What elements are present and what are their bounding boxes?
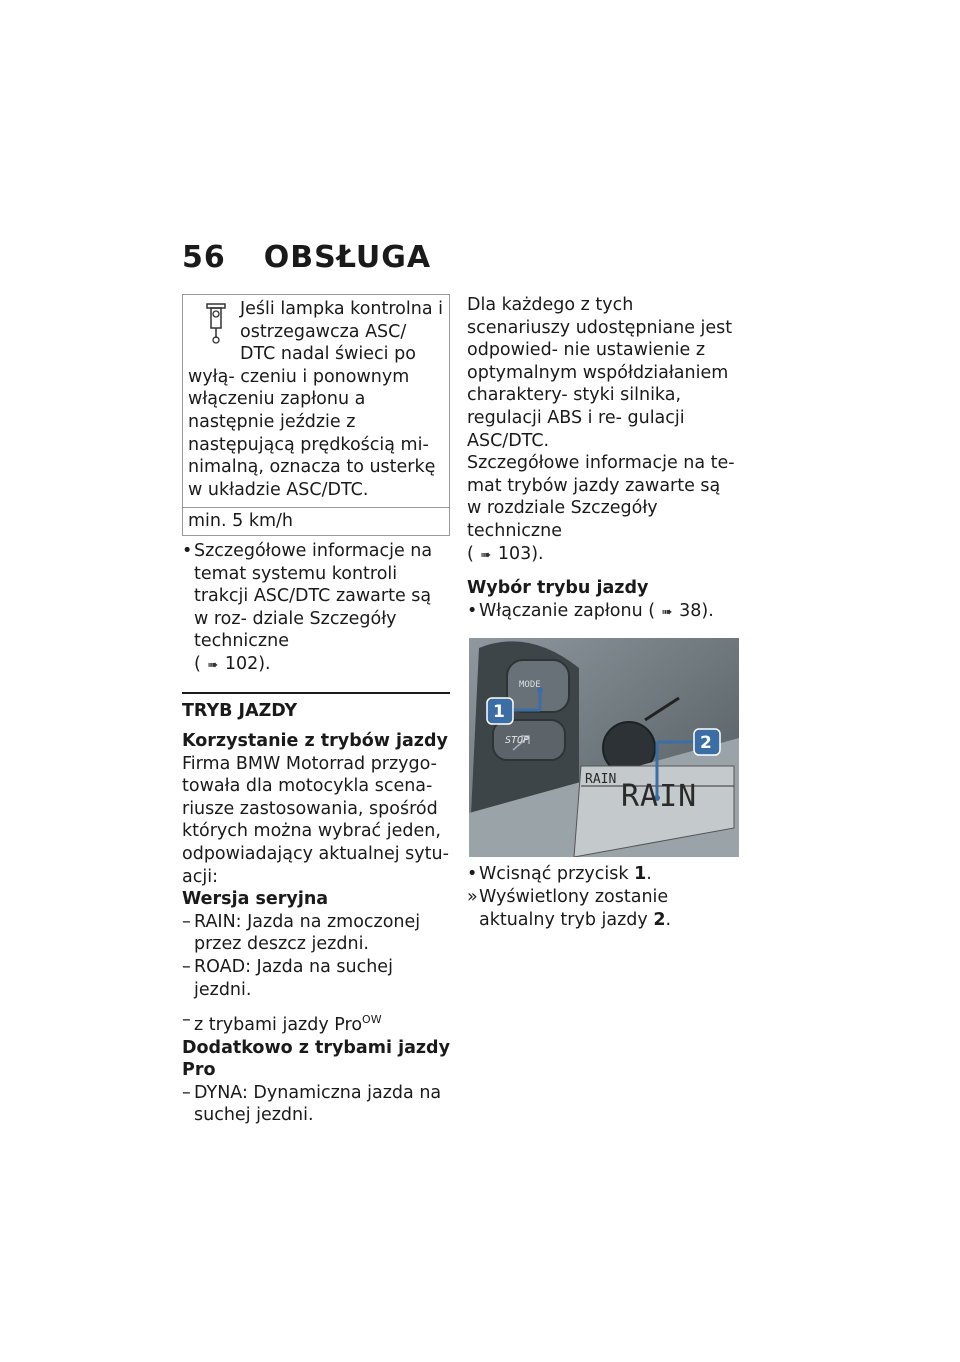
page-title: OBSŁUGA bbox=[263, 240, 432, 275]
list-item: • Szczegółowe informacje na temat systemu kontroli trakcji ASC/DTC zawarte są w roz- dziale Szczegóły techniczne ( ➠ 102). bbox=[182, 540, 450, 678]
warning-text: Jeśli lampka kontrolna i ostrzegawcza ASC/ DTC nadal świeci po wyłą- czeniu i ponownym włączeniu zapłonu a następnie jeździe z następującą prędkością mi- nimalną, oznacza to usterkę w układzie ASC/DTC. bbox=[188, 299, 443, 500]
section-title: TRYB JAZDY bbox=[182, 700, 298, 721]
page-reference: 38). bbox=[679, 600, 714, 621]
bullet-icon: • bbox=[467, 600, 478, 621]
list-item: – ROAD: Jazda na suchej jezdni. bbox=[182, 957, 393, 1000]
list-item: • Włączanie zapłonu ( ➠ 38). bbox=[467, 600, 739, 625]
section-divider bbox=[182, 692, 450, 723]
stop-button-label: STOP bbox=[505, 735, 530, 747]
pro-modes-title: Dodatkowo z trybami jazdy Pro bbox=[182, 1037, 450, 1081]
warning-text-block bbox=[183, 295, 449, 507]
paragraph: Szczegółowe informacje na te- mat trybów jazdy zawarte są w rozdziale Szczegóły techniczne ( ➠ 103). bbox=[467, 452, 739, 567]
serial-version-title: Wersja seryjna bbox=[182, 889, 329, 910]
list-item: » Wyświetlony zostanie aktualny tryb jazdy 2. bbox=[467, 886, 672, 930]
callout-2: 2 bbox=[700, 733, 712, 754]
page-header bbox=[182, 240, 431, 275]
left-column bbox=[182, 294, 450, 1127]
warning-box bbox=[182, 294, 450, 536]
figure-mode-button bbox=[469, 638, 739, 857]
page-reference: 102). bbox=[224, 653, 271, 674]
list-item: • Wcisnąć przycisk 1. bbox=[467, 864, 652, 885]
callout-1: 1 bbox=[493, 702, 505, 723]
mode-button-label: MODE bbox=[519, 680, 541, 691]
key-reference: 2 bbox=[653, 909, 666, 930]
page-reference-arrow-icon: ➠ bbox=[207, 657, 219, 673]
intro-paragraph: Firma BMW Motorrad przygo- towała dla motocykla scena- riusze zastosowania, spośród których można wybrać jeden, odpowiadający aktualnej sytu- acji: bbox=[182, 753, 449, 887]
result-arrow-icon: » bbox=[467, 886, 478, 907]
pro-option-code: OW bbox=[362, 1013, 382, 1027]
subsection-title: Wybór trybu jazdy bbox=[467, 578, 649, 599]
paragraph: Dla każdego z tych scenariuszy udostępniane jest odpowied- nie ustawienie z optymalnym współdziałaniem charaktery- styki silnika, regulacji ABS i re- gulacji ASC/DTC. bbox=[467, 295, 733, 451]
bullet-icon: • bbox=[467, 864, 478, 885]
mode-dyna-text: DYNA: Dynamiczna jazda na suchej jezdni. bbox=[194, 1082, 442, 1126]
key-reference: 1 bbox=[634, 864, 647, 885]
warning-footer: min. 5 km/h bbox=[183, 507, 449, 535]
bullet-icon: • bbox=[182, 540, 193, 561]
list-item: – RAIN: Jazda na zmoczonej przez deszcz jezdni. bbox=[182, 911, 421, 955]
mode-rain-text: RAIN: Jazda na zmoczonej przez deszcz jezdni. bbox=[194, 911, 421, 955]
page-reference: 103). bbox=[497, 543, 544, 564]
pro-option-text: z trybami jazdy Pro bbox=[194, 1015, 363, 1036]
list-item: – DYNA: Dynamiczna jazda na suchej jezdni. bbox=[182, 1082, 442, 1126]
display-mode-large: RAIN bbox=[621, 779, 698, 815]
display-mode-small: RAIN bbox=[585, 772, 617, 788]
asc-dtc-warning-icon bbox=[198, 298, 234, 344]
list-item: – z trybami jazdy Pro$^{OW}$ bbox=[182, 1010, 382, 1036]
bullet-text: Szczegółowe informacje na temat systemu kontroli trakcji ASC/DTC zawarte są w roz- dziale Szczegóły techniczne bbox=[194, 540, 433, 652]
subsection-title: Korzystanie z trybów jazdy bbox=[182, 731, 448, 752]
mode-road-text: ROAD: Jazda na suchej jezdni. bbox=[194, 957, 393, 1000]
page-reference-arrow-icon: ➠ bbox=[480, 547, 492, 563]
page-reference-arrow-icon: ➠ bbox=[661, 604, 673, 620]
right-column bbox=[467, 294, 739, 931]
page-number: 56 bbox=[182, 240, 226, 275]
